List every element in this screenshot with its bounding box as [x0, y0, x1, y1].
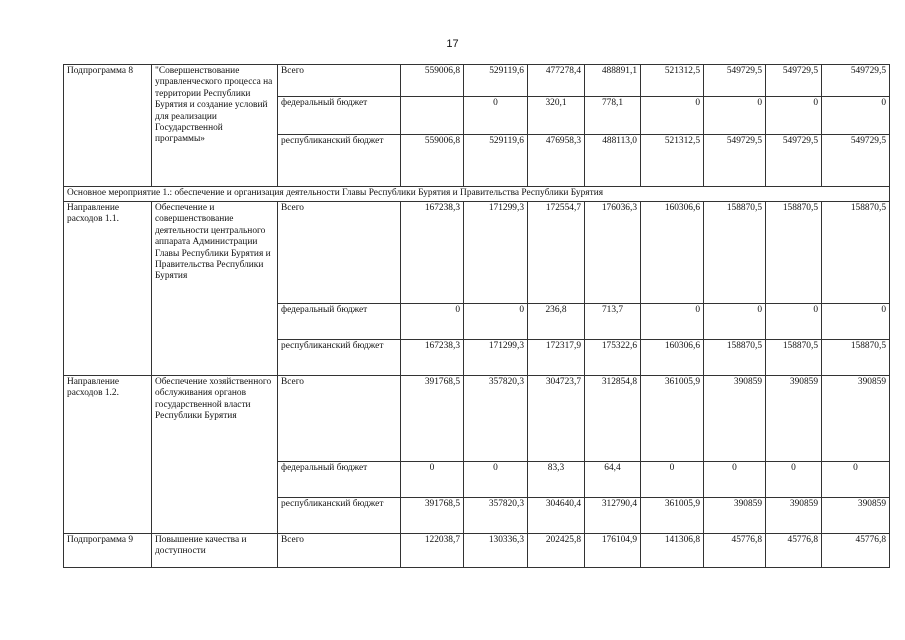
value-cell: 0	[464, 462, 528, 498]
value-cell: 390859	[822, 376, 890, 462]
value-cell: 320,1	[528, 97, 585, 135]
value-cell: 45776,8	[766, 534, 822, 568]
value-cell: 521312,5	[641, 135, 704, 187]
value-cell: 549729,5	[704, 135, 766, 187]
value-cell: 357820,3	[464, 498, 528, 534]
source-label: республиканский бюджет	[278, 498, 401, 534]
value-cell: 202425,8	[528, 534, 585, 568]
value-cell: 390859	[766, 376, 822, 462]
value-cell: 0	[641, 97, 704, 135]
value-cell: 167238,3	[401, 340, 464, 376]
value-cell: 122038,7	[401, 534, 464, 568]
value-cell: 172554,7	[528, 202, 585, 304]
value-cell: 390859	[822, 498, 890, 534]
value-cell: 361005,9	[641, 498, 704, 534]
value-cell: 158870,5	[822, 202, 890, 304]
source-label: федеральный бюджет	[278, 304, 401, 340]
value-cell	[401, 97, 464, 135]
value-cell: 0	[822, 304, 890, 340]
value-cell: 312790,4	[585, 498, 641, 534]
row-name: Обеспечение хозяйственного обслуживания органов государственной власти Республики Бурятия	[152, 376, 278, 534]
value-cell: 158870,5	[766, 202, 822, 304]
value-cell: 549729,5	[704, 65, 766, 97]
value-cell: 0	[641, 304, 704, 340]
value-cell: 0	[822, 462, 890, 498]
value-cell: 477278,4	[528, 65, 585, 97]
value-cell: 476958,3	[528, 135, 585, 187]
value-cell: 171299,3	[464, 202, 528, 304]
row-code: Подпрограмма 9	[64, 534, 152, 568]
table-row	[64, 376, 890, 462]
value-cell: 529119,6	[464, 65, 528, 97]
value-cell: 83,3	[528, 462, 585, 498]
value-cell: 391768,5	[401, 376, 464, 462]
row-name: Обеспечение и совершенствование деятельности центрального аппарата Администрации Главы Республики Бурятия и Правительства Республики Бурятия	[152, 202, 278, 376]
value-cell: 158870,5	[822, 340, 890, 376]
value-cell: 559006,8	[401, 65, 464, 97]
value-cell: 529119,6	[464, 135, 528, 187]
source-label: Всего	[278, 376, 401, 462]
value-cell: 0	[704, 97, 766, 135]
row-code: Направление расходов 1.1.	[64, 202, 152, 376]
value-cell: 778,1	[585, 97, 641, 135]
value-cell: 391768,5	[401, 498, 464, 534]
value-cell: 236,8	[528, 304, 585, 340]
row-name: "Совершенствование управленческого процесса на территории Республики Бурятия и создание условий для реализации Государственной программы»	[152, 65, 278, 187]
source-label: Всего	[278, 202, 401, 304]
value-cell: 0	[822, 97, 890, 135]
value-cell: 0	[704, 304, 766, 340]
value-cell: 167238,3	[401, 202, 464, 304]
source-label: федеральный бюджет	[278, 97, 401, 135]
value-cell: 357820,3	[464, 376, 528, 462]
value-cell: 390859	[766, 498, 822, 534]
value-cell: 171299,3	[464, 340, 528, 376]
table-row	[64, 187, 890, 202]
value-cell: 312854,8	[585, 376, 641, 462]
value-cell: 0	[641, 462, 704, 498]
value-cell: 176036,3	[585, 202, 641, 304]
value-cell: 158870,5	[766, 340, 822, 376]
value-cell: 0	[766, 97, 822, 135]
value-cell: 0	[704, 462, 766, 498]
value-cell: 0	[401, 304, 464, 340]
value-cell: 141306,8	[641, 534, 704, 568]
value-cell: 390859	[704, 376, 766, 462]
value-cell: 0	[766, 304, 822, 340]
row-code: Подпрограмма 8	[64, 65, 152, 187]
value-cell: 361005,9	[641, 376, 704, 462]
table-row	[64, 534, 890, 568]
value-cell: 390859	[704, 498, 766, 534]
value-cell: 559006,8	[401, 135, 464, 187]
value-cell: 488891,1	[585, 65, 641, 97]
source-label: федеральный бюджет	[278, 462, 401, 498]
value-cell: 304723,7	[528, 376, 585, 462]
value-cell: 0	[401, 462, 464, 498]
value-cell: 64,4	[585, 462, 641, 498]
value-cell: 488113,0	[585, 135, 641, 187]
value-cell: 521312,5	[641, 65, 704, 97]
value-cell: 549729,5	[822, 65, 890, 97]
value-cell: 713,7	[585, 304, 641, 340]
budget-table	[63, 64, 890, 568]
value-cell: 0	[464, 304, 528, 340]
value-cell: 172317,9	[528, 340, 585, 376]
source-label: Всего	[278, 534, 401, 568]
value-cell: 549729,5	[822, 135, 890, 187]
table-row	[64, 65, 890, 97]
value-cell: 304640,4	[528, 498, 585, 534]
value-cell: 175322,6	[585, 340, 641, 376]
value-cell: 0	[464, 97, 528, 135]
source-label: республиканский бюджет	[278, 340, 401, 376]
row-code: Направление расходов 1.2.	[64, 376, 152, 534]
value-cell: 158870,5	[704, 202, 766, 304]
value-cell: 160306,6	[641, 202, 704, 304]
value-cell: 549729,5	[766, 135, 822, 187]
value-cell: 176104,9	[585, 534, 641, 568]
row-name: Повышение качества и доступности	[152, 534, 278, 568]
main-event-title: Основное мероприятие 1.: обеспечение и организация деятельности Главы Республики Бурятия и Правительства Республики Бурятия	[64, 187, 890, 202]
value-cell: 45776,8	[704, 534, 766, 568]
value-cell: 158870,5	[704, 340, 766, 376]
source-label: Всего	[278, 65, 401, 97]
value-cell: 0	[766, 462, 822, 498]
value-cell: 130336,3	[464, 534, 528, 568]
value-cell: 45776,8	[822, 534, 890, 568]
source-label: республиканский бюджет	[278, 135, 401, 187]
page-number: 17	[446, 38, 459, 50]
table-row	[64, 202, 890, 304]
value-cell: 549729,5	[766, 65, 822, 97]
value-cell: 160306,6	[641, 340, 704, 376]
